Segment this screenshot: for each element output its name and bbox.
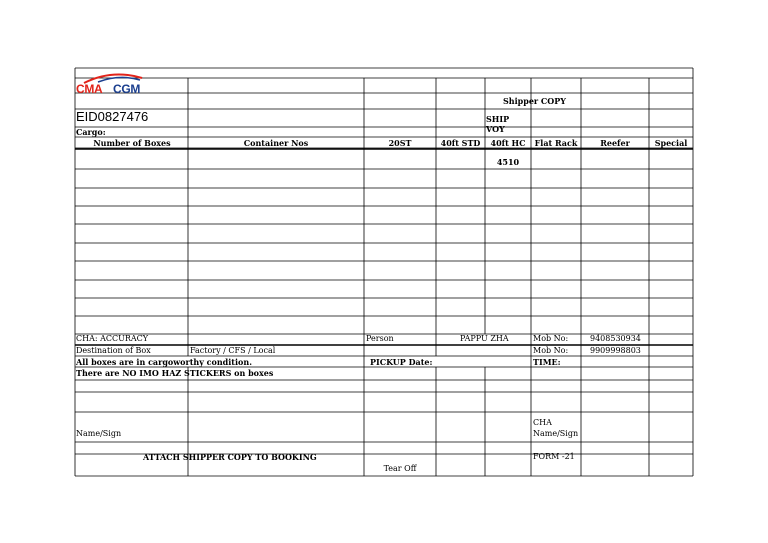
- time-label: TIME:: [533, 357, 561, 367]
- form-label: FORM -21: [533, 452, 575, 461]
- col-40ft-hc: 40ft HC: [490, 138, 526, 148]
- ship-label: SHIP: [486, 114, 510, 124]
- cargo-label: Cargo:: [76, 127, 106, 137]
- col-20st: 20ST: [388, 138, 412, 148]
- logo-word-cma: CMA: [76, 82, 103, 96]
- mob-value-1: 9408530934: [590, 334, 641, 343]
- imo-note: There are NO IMO HAZ STICKERS on boxes: [76, 368, 274, 378]
- pickup-date-label: PICKUP Date:: [370, 357, 433, 367]
- col-container-nos: Container Nos: [243, 138, 309, 148]
- col-reefer: Reefer: [600, 138, 630, 148]
- condition-note: All boxes are in cargoworthy condition.: [76, 357, 252, 367]
- logo-word-cgm: CGM: [113, 82, 141, 96]
- booking-id: EID0827476: [76, 109, 149, 124]
- person-label: Person: [366, 334, 394, 343]
- destination-value: Factory / CFS / Local: [190, 346, 276, 355]
- person-name: PAPPU ZHA: [460, 334, 509, 343]
- cma-cgm-logo: [76, 71, 156, 99]
- cha-sign-line2: Name/Sign: [533, 429, 579, 438]
- voy-label: VOY: [486, 124, 505, 134]
- col-flat-rack: Flat Rack: [534, 138, 578, 148]
- destination-label: Destination of Box: [76, 346, 151, 355]
- mob-label-1: Mob No:: [533, 334, 569, 343]
- col-special: Special: [654, 138, 688, 148]
- mob-label-2: Mob No:: [533, 346, 569, 355]
- col-40ft-std: 40ft STD: [440, 138, 481, 148]
- mob-value-2: 9909998803: [590, 346, 641, 355]
- cha-sign-line1: CHA: [533, 418, 552, 427]
- attach-note: ATTACH SHIPPER COPY TO BOOKING: [143, 452, 317, 462]
- cha-label: CHA: ACCURACY: [76, 334, 149, 343]
- col-number-of-boxes: Number of Boxes: [93, 138, 171, 148]
- hc-value: 4510: [496, 157, 520, 167]
- shipper-copy-label: Shipper COPY: [503, 96, 566, 106]
- name-sign-label: Name/Sign: [76, 429, 122, 438]
- tear-off-label: Tear Off: [383, 464, 417, 473]
